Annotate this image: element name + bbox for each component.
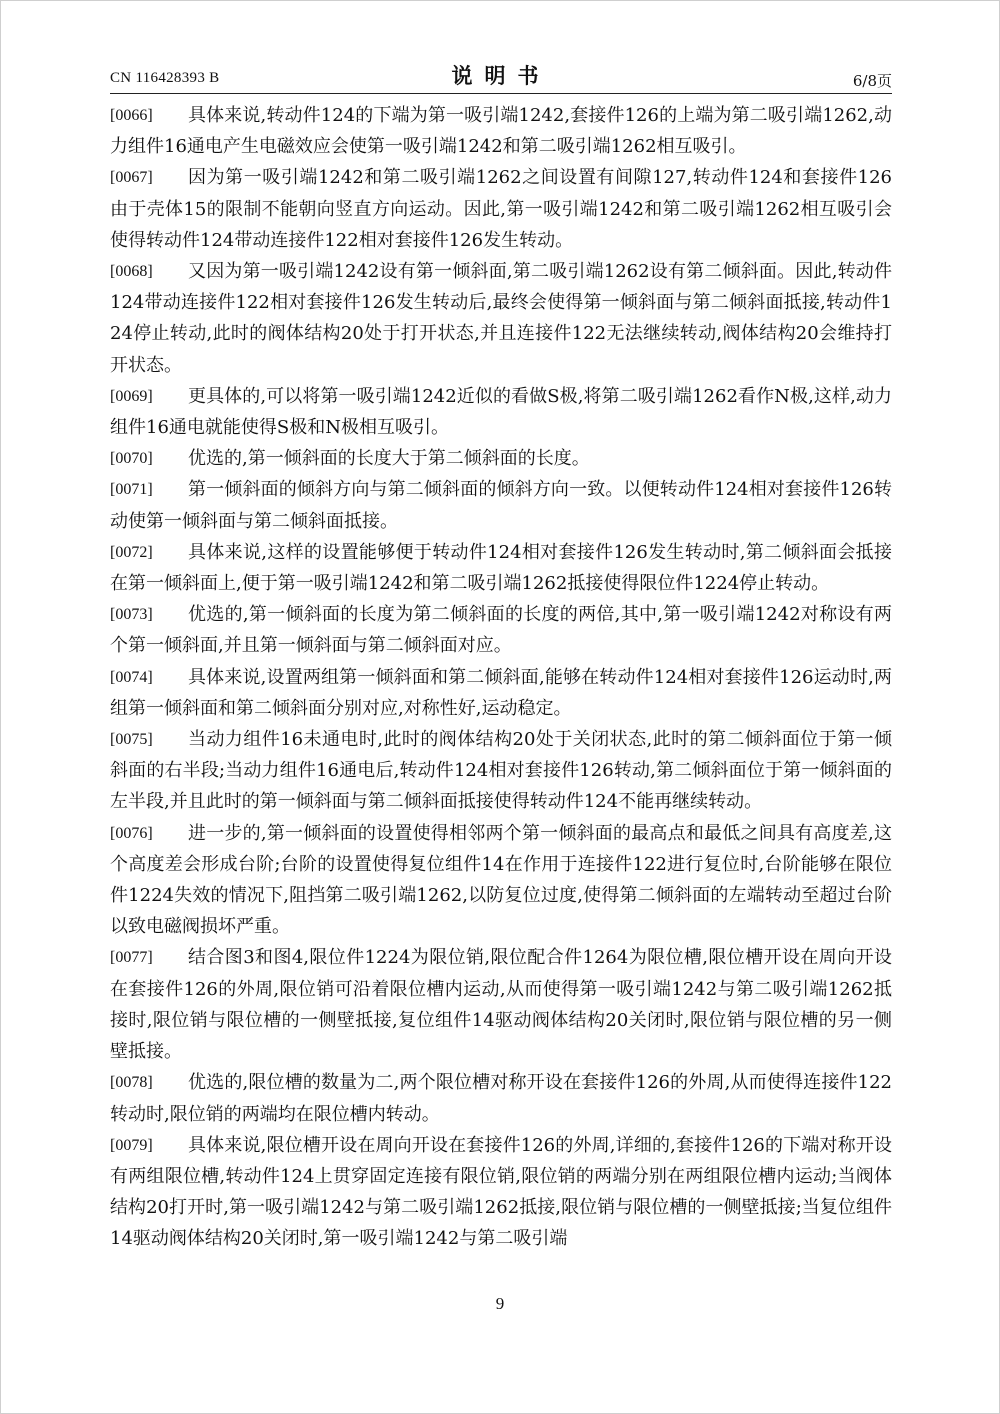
document-title: 说明书 bbox=[451, 64, 551, 88]
paragraph-text: 优选的,限位槽的数量为二,两个限位槽对称开设在套接件126的外周,从而使得连接件122转动时,限位销的两端均在限位槽内转动。 bbox=[110, 1072, 892, 1125]
paragraph-number: [0068] bbox=[110, 263, 153, 281]
paragraph-number: [0076] bbox=[110, 824, 153, 842]
paragraph-0075 bbox=[110, 724, 892, 818]
paragraph-0068 bbox=[110, 256, 892, 381]
paragraph-0069 bbox=[110, 381, 892, 443]
paragraph-number: [0075] bbox=[110, 731, 153, 749]
paragraph-text: 结合图3和图4,限位件1224为限位销,限位配合件1264为限位槽,限位槽开设在周向开设在套接件126的外周,限位销可沿着限位槽内运动,从而使得第一吸引端1242与第二吸引端1262抵接时,限位销与限位槽的一侧壁抵接,复位组件14驱动阀体结构20关闭时,限位销与限位槽的另一侧壁抵接。 bbox=[110, 947, 892, 1063]
paragraph-text: 当动力组件16未通电时,此时的阀体结构20处于关闭状态,此时的第二倾斜面位于第一倾斜面的右半段;当动力组件16通电后,转动件124相对套接件126转动,第二倾斜面位于第一倾斜面的左半段,并且此时的第一倾斜面与第二倾斜面抵接使得转动件124不能再继续转动。 bbox=[110, 729, 892, 813]
page-number: 9 bbox=[495, 1294, 505, 1313]
paragraph-0071 bbox=[110, 474, 892, 536]
paragraph-text: 又因为第一吸引端1242设有第一倾斜面,第二吸引端1262设有第二倾斜面。因此,转动件124带动连接件122相对套接件126发生转动后,最终会使得第一倾斜面与第二倾斜面抵接,转动件124停止转动,此时的阀体结构20处于打开状态,并且连接件122无法继续转动,阀体结构20会维持打开状态。 bbox=[110, 261, 892, 376]
paragraph-number: [0071] bbox=[110, 481, 153, 499]
paragraph-number: [0074] bbox=[110, 668, 153, 686]
page-indicator: 6/8页 bbox=[852, 72, 892, 90]
paragraph-text: 具体来说,限位槽开设在周向开设在套接件126的外周,详细的,套接件126的下端对称开设有两组限位槽,转动件124上贯穿固定连接有限位销,限位销的两端分别在两组限位槽内运动;当阀体结构20打开时,第一吸引端1242与第二吸引端1262抵接,限位销与限位槽的一侧壁抵接;当复位组件14驱动阀体结构20关闭时,第一吸引端1242与第二吸引端 bbox=[110, 1134, 892, 1250]
paragraph-0070 bbox=[110, 443, 892, 474]
paragraph-0066 bbox=[110, 100, 892, 162]
paragraph-text: 优选的,第一倾斜面的长度大于第二倾斜面的长度。 bbox=[188, 448, 590, 470]
paragraph-text: 优选的,第一倾斜面的长度为第二倾斜面的长度的两倍,其中,第一吸引端1242对称设有两个第一倾斜面,并且第一倾斜面与第二倾斜面对应。 bbox=[110, 604, 892, 657]
document-number: CN 116428393 B bbox=[110, 70, 220, 86]
paragraph-number: [0078] bbox=[110, 1074, 153, 1092]
paragraph-0074 bbox=[110, 662, 892, 724]
paragraph-number: [0067] bbox=[110, 169, 153, 187]
paragraph-number: [0069] bbox=[110, 387, 153, 405]
paragraph-number: [0072] bbox=[110, 543, 153, 561]
paragraph-text: 具体来说,这样的设置能够便于转动件124相对套接件126发生转动时,第二倾斜面会抵接在第一倾斜面上,便于第一吸引端1242和第二吸引端1262抵接使得限位件1224停止转动。 bbox=[110, 541, 892, 595]
description-body bbox=[110, 100, 892, 1255]
paragraph-0078 bbox=[110, 1067, 892, 1129]
paragraph-number: [0079] bbox=[110, 1136, 153, 1154]
paragraph-text: 更具体的,可以将第一吸引端1242近似的看做S极,将第二吸引端1262看作N极,这样,动力组件16通电就能使得S极和N极相互吸引。 bbox=[110, 385, 892, 439]
paragraph-text: 第一倾斜面的倾斜方向与第二倾斜面的倾斜方向一致。以便转动件124相对套接件126转动使第一倾斜面与第二倾斜面抵接。 bbox=[110, 479, 892, 532]
paragraph-number: [0066] bbox=[110, 107, 153, 124]
paragraph-0079 bbox=[110, 1130, 892, 1255]
paragraph-text: 具体来说,转动件124的下端为第一吸引端1242,套接件126的上端为第二吸引端1262,动力组件16通电产生电磁效应会使第一吸引端1242和第二吸引端1262相互吸引。 bbox=[110, 105, 892, 158]
page-header bbox=[110, 60, 892, 94]
paragraph-number: [0077] bbox=[110, 949, 153, 967]
paragraph-0067 bbox=[110, 162, 892, 256]
header-divider bbox=[110, 93, 892, 94]
paragraph-0073 bbox=[110, 599, 892, 661]
paragraph-text: 具体来说,设置两组第一倾斜面和第二倾斜面,能够在转动件124相对套接件126运动时,两组第一倾斜面和第二倾斜面分别对应,对称性好,运动稳定。 bbox=[110, 666, 892, 719]
paragraph-0076 bbox=[110, 818, 892, 943]
paragraph-number: [0073] bbox=[110, 606, 153, 624]
paragraph-number: [0070] bbox=[110, 450, 153, 468]
paragraph-0077 bbox=[110, 942, 892, 1067]
paragraph-text: 因为第一吸引端1242和第二吸引端1262之间设置有间隙127,转动件124和套接件126由于壳体15的限制不能朝向竖直方向运动。因此,第一吸引端1242和第二吸引端1262相互吸引会使得转动件124带动连接件122相对套接件126发生转动。 bbox=[110, 167, 892, 251]
paragraph-text: 进一步的,第一倾斜面的设置使得相邻两个第一倾斜面的最高点和最低之间具有高度差,这个高度差会形成台阶;台阶的设置使得复位组件14在作用于连接件122进行复位时,台阶能够在限位件1224失效的情况下,阻挡第二吸引端1262,以防复位过度,使得第二倾斜面的左端转动至超过台阶以致电磁阀损坏严重。 bbox=[110, 822, 892, 938]
paragraph-0072 bbox=[110, 537, 892, 599]
